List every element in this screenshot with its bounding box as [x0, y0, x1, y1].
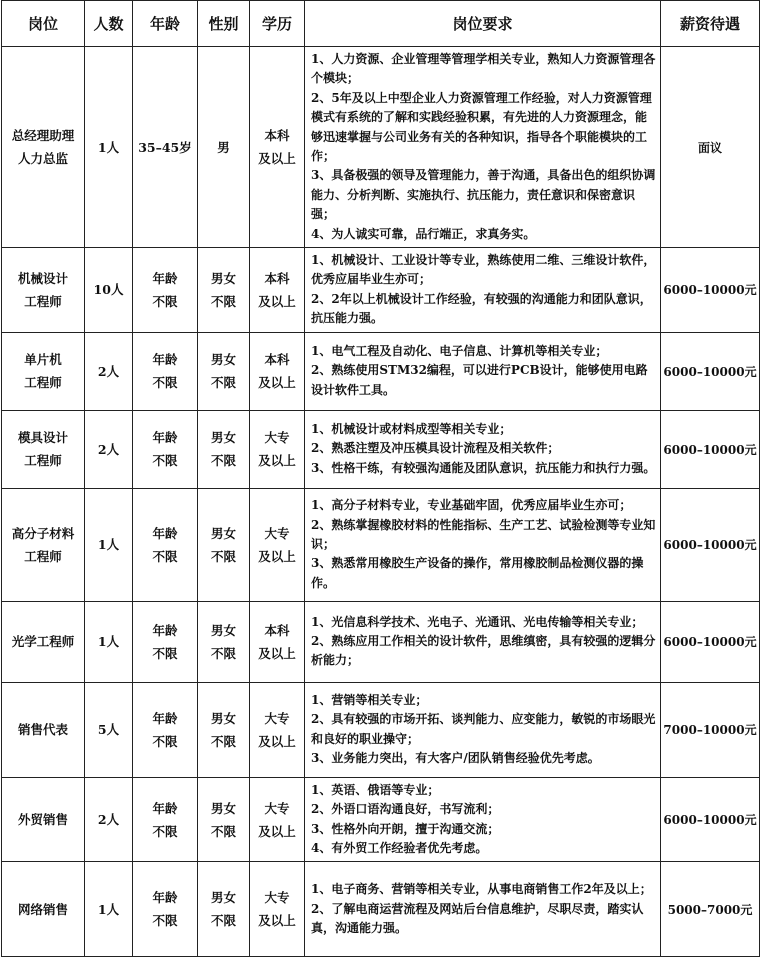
age-cell-line: 年龄: [152, 430, 178, 446]
header-requirements: 岗位要求: [305, 1, 661, 47]
education-cell: [250, 862, 305, 957]
count-cell: 1人: [85, 862, 133, 957]
requirement-item: 1、高分子材料专业，专业基础牢固，优秀应届毕业生亦可；: [311, 498, 632, 513]
age-cell: [133, 682, 198, 777]
table-row: [2, 862, 760, 957]
gender-cell-line: 男: [217, 139, 230, 155]
position-cell-line: 外贸销售: [17, 812, 68, 827]
table-row: [2, 777, 760, 862]
requirement-item: 1、英语、俄语等专业；: [311, 782, 440, 797]
age-cell-line: 年龄: [152, 890, 178, 906]
requirements-cell: [305, 332, 661, 410]
gender-cell: [198, 332, 250, 410]
age-cell-line: 不限: [152, 293, 178, 309]
position-cell: [2, 410, 85, 488]
requirements-cell: [305, 862, 661, 957]
requirement-item: 2、具有较强的市场开拓、谈判能力、应变能力，敏锐的市场眼光和良好的职业操守；: [311, 712, 656, 746]
education-cell-line: 大专: [264, 430, 290, 446]
position-cell: [2, 777, 85, 862]
position-cell: [2, 332, 85, 410]
requirements-cell: [305, 248, 661, 333]
header-education: 学历: [250, 1, 305, 47]
education-cell-line: 大专: [264, 800, 290, 816]
requirements-cell: [305, 488, 661, 601]
count-cell: 10人: [85, 248, 133, 333]
gender-cell-line: 男女: [210, 430, 236, 446]
salary-cell: 6000–10000元: [661, 601, 760, 682]
requirement-item: 2、5年及以上中型企业人力资源管理工作经验，对人力资源管理模式有系统的了解和实践经验积累，有先进的人力资源理念，能够迅速掌握与公司业务有关的各种知识，指导各个职能模块的工作；: [311, 90, 652, 164]
count-cell: 1人: [85, 488, 133, 601]
gender-cell-line: 男女: [210, 890, 236, 906]
requirement-item: 1、营销等相关专业；: [311, 692, 428, 707]
position-cell: [2, 248, 85, 333]
salary-cell: 6000–10000元: [661, 410, 760, 488]
position-cell-line: 人力总监: [17, 151, 68, 167]
position-cell-line: 网络销售: [17, 901, 68, 917]
age-cell-line: 不限: [152, 733, 178, 749]
education-cell: [250, 601, 305, 682]
education-cell-line: 及以上: [258, 733, 296, 749]
age-cell: [133, 777, 198, 862]
requirements-cell: [305, 777, 661, 862]
gender-cell: [198, 601, 250, 682]
requirement-item: 2、熟悉注塑及冲压模具设计流程及相关软件；: [311, 441, 560, 456]
header-age: 年龄: [133, 1, 198, 47]
education-cell: [250, 682, 305, 777]
age-cell: [133, 248, 198, 333]
education-cell-line: 本科: [264, 128, 290, 144]
age-cell: [133, 47, 198, 248]
count-cell: 2人: [85, 410, 133, 488]
education-cell-line: 及以上: [258, 913, 296, 929]
count-cell: 2人: [85, 777, 133, 862]
gender-cell: [198, 248, 250, 333]
gender-cell: [198, 488, 250, 601]
requirement-item: 2、熟练应用工作相关的设计软件，思维缜密，具有较强的逻辑分析能力；: [311, 633, 656, 668]
header-count: 人数: [85, 1, 133, 47]
salary-cell: 6000–10000元: [661, 248, 760, 333]
education-cell: [250, 488, 305, 601]
gender-cell: [198, 47, 250, 248]
requirement-item: 2、熟练使用STM32编程，可以进行PCB设计，能够使用电路设计软件工具。: [311, 363, 648, 397]
count-cell: 2人: [85, 332, 133, 410]
salary-cell: 6000–10000元: [661, 777, 760, 862]
age-cell: [133, 488, 198, 601]
age-cell: [133, 332, 198, 410]
education-cell-line: 及以上: [258, 453, 296, 469]
position-cell: [2, 47, 85, 248]
age-cell: [133, 601, 198, 682]
position-cell: [2, 682, 85, 777]
age-cell-line: 年龄: [152, 710, 178, 726]
salary-cell: 6000–10000元: [661, 488, 760, 601]
requirement-item: 1、光信息科学技术、光电子、光通讯、光电传输等相关专业；: [311, 614, 644, 629]
requirements-cell: [305, 682, 661, 777]
table-row: [2, 682, 760, 777]
education-cell-line: 及以上: [258, 823, 296, 839]
header-gender: 性别: [198, 1, 250, 47]
table-row: [2, 47, 760, 248]
requirement-item: 2、2年以上机械设计工作经验，有较强的沟通能力和团队意识，抗压能力强。: [311, 291, 652, 326]
requirement-item: 2、外语口语沟通良好，书写流利；: [311, 802, 500, 817]
salary-cell: 面议: [661, 47, 760, 248]
requirement-item: 3、业务能力突出，有大客户/团队销售经验优先考虑。: [311, 751, 600, 766]
requirement-item: 2、熟练掌握橡胶材料的性能指标、生产工艺、试验检测等专业知识；: [311, 517, 656, 551]
age-cell-line: 年龄: [152, 352, 178, 368]
requirement-item: 3、熟悉常用橡胶生产设备的操作，常用橡胶制品检测仪器的操作。: [311, 556, 644, 590]
requirements-cell: [305, 601, 661, 682]
position-cell-line: 总经理助理: [11, 128, 75, 144]
table-row: [2, 601, 760, 682]
age-cell: [133, 410, 198, 488]
age-cell-line: 35–45岁: [138, 139, 192, 155]
position-cell-line: 模具设计: [17, 430, 68, 446]
age-cell-line: 不限: [152, 645, 178, 661]
age-cell-line: 不限: [152, 453, 178, 469]
position-cell-line: 单片机: [24, 352, 62, 368]
requirement-item: 4、为人诚实可靠，品行端正，求真务实。: [311, 226, 536, 241]
gender-cell-line: 不限: [210, 453, 236, 469]
position-cell: [2, 601, 85, 682]
count-cell: 1人: [85, 47, 133, 248]
gender-cell: [198, 777, 250, 862]
gender-cell-line: 不限: [210, 823, 236, 839]
position-cell-line: 工程师: [24, 293, 62, 309]
gender-cell-line: 男女: [210, 710, 236, 726]
gender-cell-line: 不限: [210, 913, 236, 929]
gender-cell-line: 不限: [210, 548, 236, 564]
requirement-item: 1、电子商务、营销等相关专业，从事电商销售工作2年及以上；: [311, 882, 652, 897]
gender-cell-line: 不限: [210, 293, 236, 309]
salary-cell: 6000–10000元: [661, 332, 760, 410]
education-cell: [250, 410, 305, 488]
requirement-item: 4、有外贸工作经验者优先考虑。: [311, 840, 488, 855]
requirement-item: 1、机械设计、工业设计等专业，熟练使用二维、三维设计软件，优秀应届毕业生亦可；: [311, 253, 656, 287]
gender-cell-line: 男女: [210, 270, 236, 286]
table-row: [2, 410, 760, 488]
requirements-cell: [305, 410, 661, 488]
count-cell: 1人: [85, 601, 133, 682]
requirement-item: 3、具备极强的领导及管理能力，善于沟通，具备出色的组织协调能力、分析判断、实施执行、抗压能力，责任意识和保密意识强；: [311, 168, 656, 222]
gender-cell-line: 男女: [210, 800, 236, 816]
requirements-cell: [305, 47, 661, 248]
gender-cell: [198, 862, 250, 957]
position-cell-line: 机械设计: [17, 270, 68, 286]
age-cell-line: 不限: [152, 913, 178, 929]
age-cell-line: 年龄: [152, 800, 178, 816]
age-cell-line: 年龄: [152, 525, 178, 541]
position-cell-line: 工程师: [24, 548, 62, 564]
age-cell: [133, 862, 198, 957]
education-cell-line: 大专: [264, 710, 290, 726]
header-salary: 薪资待遇: [661, 1, 760, 47]
age-cell-line: 不限: [152, 823, 178, 839]
salary-cell: 5000–7000元: [661, 862, 760, 957]
education-cell: [250, 777, 305, 862]
gender-cell-line: 男女: [210, 525, 236, 541]
position-cell-line: 高分子材料: [11, 525, 75, 541]
header-row: [2, 1, 760, 47]
gender-cell-line: 男女: [210, 352, 236, 368]
gender-cell-line: 不限: [210, 733, 236, 749]
requirement-item: 2、了解电商运营流程及网站后台信息维护，尽职尽责，踏实认真，沟通能力强。: [311, 901, 644, 936]
education-cell: [250, 248, 305, 333]
education-cell-line: 及以上: [258, 375, 296, 391]
gender-cell-line: 不限: [210, 645, 236, 661]
education-cell-line: 本科: [264, 352, 290, 368]
age-cell-line: 年龄: [152, 270, 178, 286]
requirement-item: 3、性格干练，有较强沟通能及团队意识，抗压能力和执行力强。: [311, 460, 656, 475]
table-row: [2, 488, 760, 601]
education-cell-line: 大专: [264, 525, 290, 541]
table-row: [2, 248, 760, 333]
education-cell: [250, 47, 305, 248]
position-cell-line: 工程师: [24, 375, 62, 391]
header-position: 岗位: [2, 1, 85, 47]
job-listing-table: [1, 0, 760, 957]
requirement-item: 1、机械设计或材料成型等相关专业；: [311, 422, 512, 437]
age-cell-line: 不限: [152, 548, 178, 564]
age-cell-line: 不限: [152, 375, 178, 391]
requirement-item: 3、性格外向开朗，擅于沟通交流；: [311, 821, 500, 836]
position-cell: [2, 862, 85, 957]
education-cell: [250, 332, 305, 410]
age-cell-line: 年龄: [152, 622, 178, 638]
position-cell-line: 销售代表: [17, 722, 68, 738]
education-cell-line: 大专: [264, 890, 290, 906]
education-cell-line: 及以上: [258, 548, 296, 564]
education-cell-line: 及以上: [258, 151, 296, 167]
position-cell-line: 工程师: [24, 453, 62, 469]
requirement-item: 1、电气工程及自动化、电子信息、计算机等相关专业；: [311, 344, 608, 359]
gender-cell: [198, 410, 250, 488]
position-cell-line: 光学工程师: [11, 634, 75, 650]
education-cell-line: 及以上: [258, 645, 296, 661]
gender-cell: [198, 682, 250, 777]
education-cell-line: 本科: [264, 270, 290, 286]
count-cell: 5人: [85, 682, 133, 777]
requirement-item: 1、人力资源、企业管理等管理学相关专业，熟知人力资源管理各个模块；: [311, 52, 656, 86]
salary-cell: 7000–10000元: [661, 682, 760, 777]
education-cell-line: 本科: [264, 622, 290, 638]
gender-cell-line: 不限: [210, 375, 236, 391]
table-row: [2, 332, 760, 410]
gender-cell-line: 男女: [210, 622, 236, 638]
education-cell-line: 及以上: [258, 293, 296, 309]
position-cell: [2, 488, 85, 601]
